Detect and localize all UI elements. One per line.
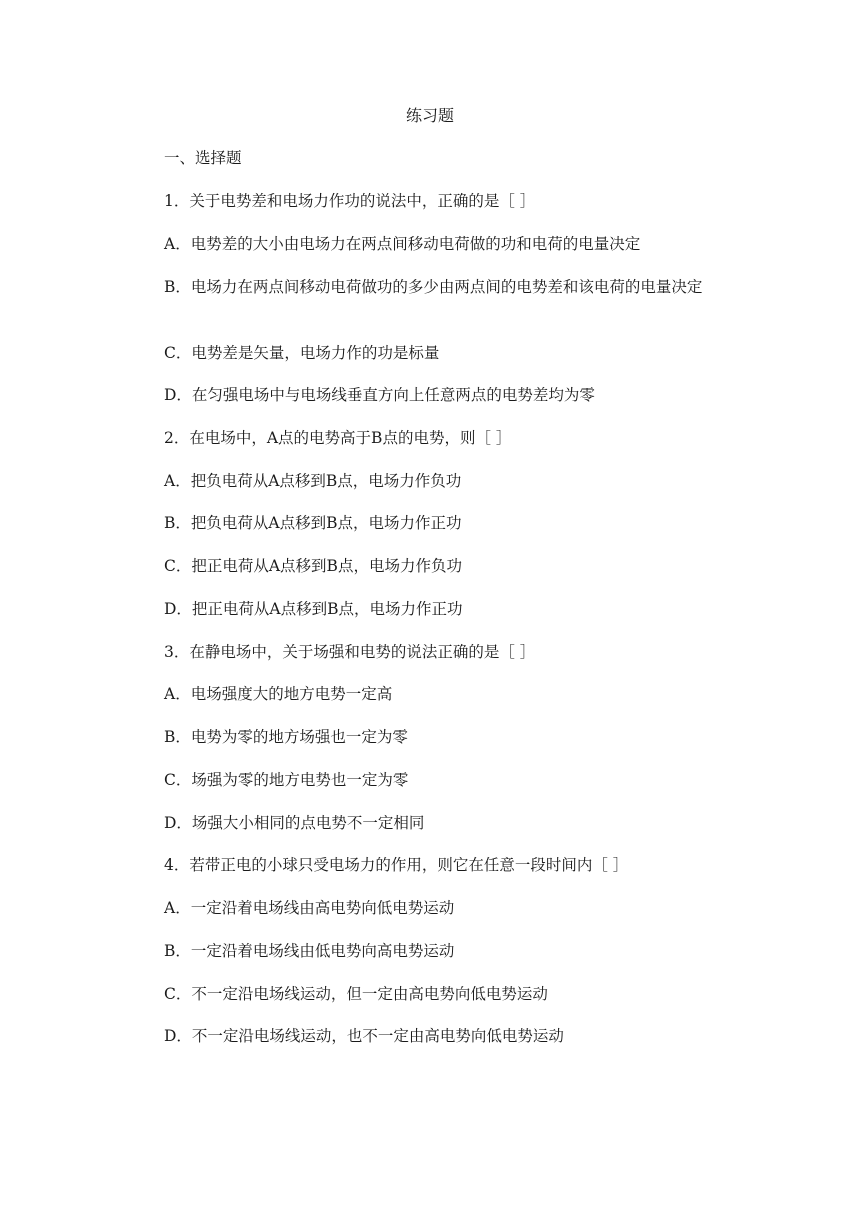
question-1-option-c: C．电势差是矢量，电场力作的功是标量 [164, 344, 440, 362]
question-1-option-d: D．在匀强电场中与电场线垂直方向上任意两点的电势差均为零 [164, 386, 595, 404]
question-2-option-d: D．把正电荷从A点移到B点，电场力作正功 [164, 600, 463, 618]
question-4-option-a: A．一定沿着电场线由高电势向低电势运动 [164, 899, 455, 917]
question-3-stem: 3．在静电场中，关于场强和电势的说法正确的是［ ］ [164, 643, 536, 661]
question-2-stem: 2．在电场中，A点的电势高于B点的电势，则［ ］ [164, 429, 512, 447]
question-4-option-b: B．一定沿着电场线由低电势向高电势运动 [164, 942, 455, 960]
question-3-option-a: A．电场强度大的地方电势一定高 [164, 685, 393, 703]
section-heading: 一、选择题 [164, 149, 242, 167]
question-1-option-b: B．电场力在两点间移动电荷做功的多少由两点间的电势差和该电荷的电量决定 [164, 278, 703, 296]
question-4-option-c: C．不一定沿电场线运动，但一定由高电势向低电势运动 [164, 985, 548, 1003]
question-2-option-c: C．把正电荷从A点移到B点，电场力作负功 [164, 557, 462, 575]
question-3-option-c: C．场强为零的地方电势也一定为零 [164, 771, 409, 789]
page-title: 练习题 [405, 106, 454, 125]
question-3-option-b: B．电势为零的地方场强也一定为零 [164, 728, 408, 746]
question-2-option-b: B．把负电荷从A点移到B点，电场力作正功 [164, 514, 462, 532]
question-1-stem: 1．关于电势差和电场力作功的说法中，正确的是［ ］ [164, 192, 536, 210]
question-4-option-d: D．不一定沿电场线运动，也不一定由高电势向低电势运动 [164, 1027, 564, 1045]
question-4-stem: 4．若带正电的小球只受电场力的作用，则它在任意一段时间内［ ］ [164, 856, 629, 874]
question-1-option-a: A．电势差的大小由电场力在两点间移动电荷做的功和电荷的电量决定 [164, 235, 641, 253]
question-2-option-a: A．把负电荷从A点移到B点，电场力作负功 [164, 472, 462, 490]
question-3-option-d: D．场强大小相同的点电势不一定相同 [164, 814, 425, 832]
